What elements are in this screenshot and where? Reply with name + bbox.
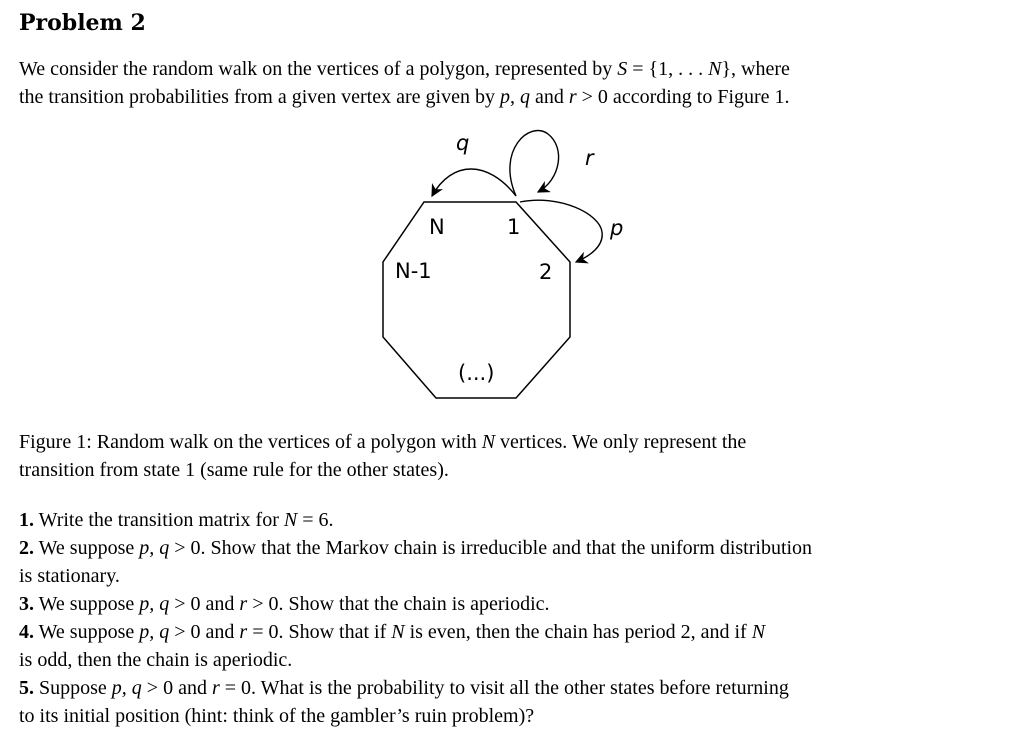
problem-title: Problem 2 (19, 10, 146, 36)
caption-line-2: transition from state 1 (same rule for the other states). (19, 459, 449, 481)
polygon-diagram (370, 120, 650, 410)
label-r: r (585, 146, 594, 170)
question-3: 3. We suppose p, q > 0 and r > 0. Show that the chain is aperiodic. (19, 593, 550, 615)
polygon-figure (370, 120, 650, 410)
question-5: 5. Suppose p, q > 0 and r = 0. What is the probability to visit all the other states before returning (19, 677, 789, 699)
label-ellipsis: (...) (458, 361, 495, 385)
r-self-loop-arrow (510, 131, 559, 196)
figure-caption (19, 428, 991, 484)
question-4: 4. We suppose p, q > 0 and r = 0. Show that if N is even, then the chain has period 2, and if N (19, 621, 766, 643)
caption-line-1: Figure 1: Random walk on the vertices of a polygon with N vertices. We only represent the (19, 431, 747, 453)
label-q: q (456, 131, 470, 155)
intro-line-1: We consider the random walk on the vertices of a polygon, represented by S = {1, . . . N}, where (19, 58, 790, 80)
question-2: 2. We suppose p, q > 0. Show that the Markov chain is irreducible and that the uniform distribution (19, 537, 813, 559)
question-5-continued: to its initial position (hint: think of the gambler’s ruin problem)? (19, 705, 535, 727)
label-p: p (610, 216, 624, 240)
label-vertex-2: 2 (539, 260, 553, 284)
intro-line-2: the transition probabilities from a given vertex are given by p, q and r > 0 according to Figure 1. (19, 86, 790, 108)
question-1: 1. Write the transition matrix for N = 6. (19, 509, 334, 531)
question-list (19, 506, 991, 730)
question-4-continued: is odd, then the chain is aperiodic. (19, 649, 293, 671)
label-vertex-1: 1 (507, 215, 521, 239)
intro-paragraph (19, 55, 991, 111)
label-vertex-N: N (429, 215, 445, 239)
label-vertex-N-1: N-1 (395, 259, 432, 283)
question-2-continued: is stationary. (19, 565, 120, 587)
q-transition-arrow (432, 169, 516, 196)
